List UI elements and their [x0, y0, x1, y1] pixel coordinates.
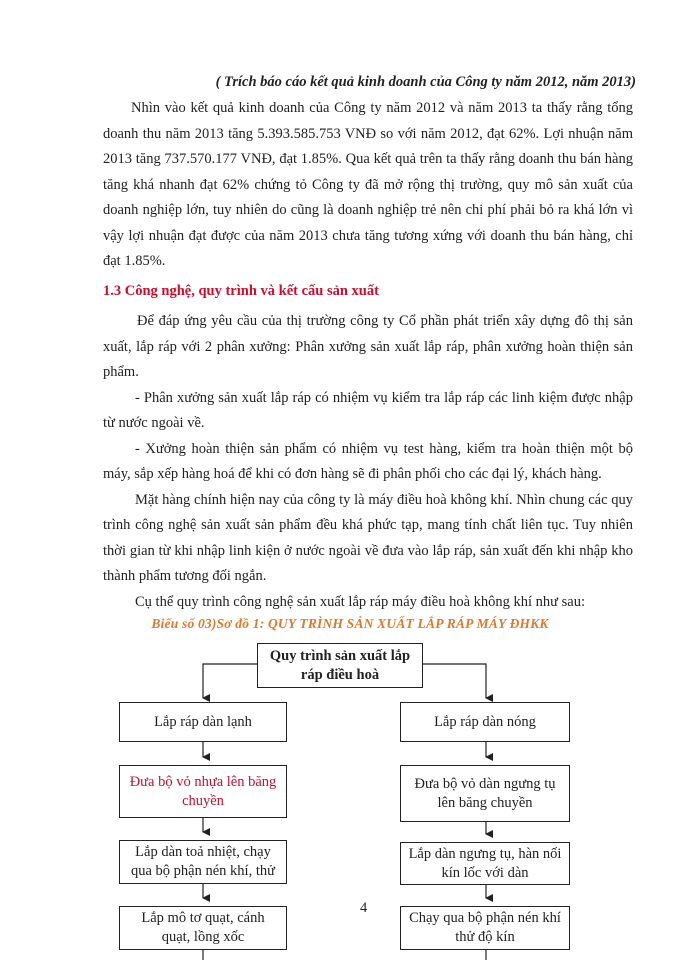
flow-left-step-1: Lắp ráp dàn lạnh — [119, 702, 287, 742]
paragraph-finishing-workshop: - Xưởng hoàn thiện sản phẩm có nhiệm vụ test hàng, kiểm tra hoàn thiện một bộ máy, sắp xếp hàng hoá để khi có đơn hàng sẽ đi phân phối cho các đại lý, khách hàng. — [103, 440, 633, 482]
flow-right-step-2: Đưa bộ vỏ dàn ngưng tụ lên băng chuyền — [400, 765, 570, 822]
section-heading: 1.3 Công nghệ, quy trình và kết cấu sản xuất — [103, 283, 379, 299]
paragraph-workshops: Để đáp ứng yêu cầu của thị trường công ty Cổ phần phát triển xây dựng đô thị sản xuất, lắp ráp với 2 phân xưởng: Phân xưởng sản xuất lắp ráp, phân xưởng hoàn thiện sản phẩm. — [103, 313, 633, 380]
connector-root-left — [203, 664, 257, 698]
analysis-text: Nhìn vào kết quả kinh doanh của Công ty năm 2012 và năm 2013 ta thấy rằng tổng doanh thu năm 2013 tăng 5.393.585.753 VNĐ so với năm 2012, đạt 62%. Lợi nhuận năm 2013 tăng 737.570.177 VNĐ, đạt 1.85%. Qua kết quả trên ta thấy rằng doanh thu bán hàng tăng khá nhanh đạt 62% chứng tỏ Công ty đã mở rộng thị trường, quy mô sản xuất của doanh nghiệp lớn, tuy nhiên do cũng là doanh nghiệp trẻ nên chi phí phải bỏ ra khá lớn vì vậy lợi nhuận đạt được của năm 2013 chưa tăng tương xứng với doanh thu bán hàng, chỉ đạt 1.85%. — [103, 100, 633, 269]
connector-root-right — [423, 664, 486, 698]
flow-root-box: Quy trình sản xuất lắp ráp điều hoà — [257, 643, 423, 688]
diagram-title: Biểu số 03)Sơ đồ 1: QUY TRÌNH SẢN XUẤT LẮP RÁP MÁY ĐHKK — [151, 616, 549, 631]
paragraph-main-product: Mặt hàng chính hiện nay của công ty là máy điều hoà không khí. Nhìn chung các quy trình công nghệ sản xuất sản phẩm đều khá phức tạp, mang tính chất liên tục. Tuy nhiên thời gian từ khi nhập linh kiện ở nước ngoài về đưa vào lắp ráp, sản xuất đến khi nhập kho thành phẩm tương đối ngắn. — [103, 491, 633, 584]
paragraph-assembly-workshop: - Phân xưởng sản xuất lắp ráp có nhiệm vụ kiểm tra lắp ráp các linh kiệm được nhập từ nước ngoài về. — [103, 389, 633, 431]
flow-left-step-2: Đưa bộ vỏ nhựa lên băng chuyền — [119, 765, 287, 818]
page-number: 4 — [360, 900, 368, 916]
flow-right-step-1: Lắp ráp dàn nóng — [400, 702, 570, 742]
flow-right-step-4: Chạy qua bộ phận nén khí thử độ kín — [400, 906, 570, 950]
flow-right-step-3: Lắp dàn ngưng tụ, hàn nối kín lốc với dàn — [400, 842, 570, 885]
table-source-caption: ( Trích báo cáo kết quả kinh doanh của Công ty năm 2012, năm 2013) — [215, 74, 636, 90]
paragraph-process-intro: Cụ thể quy trình công nghệ sản xuất lắp ráp máy điều hoà không khí như sau: — [135, 593, 586, 610]
flow-left-step-4: Lắp mô tơ quạt, cánh quạt, lồng xốc — [119, 906, 287, 950]
flow-left-step-3: Lắp dàn toả nhiệt, chạy qua bộ phận nén khí, thử — [119, 840, 287, 884]
